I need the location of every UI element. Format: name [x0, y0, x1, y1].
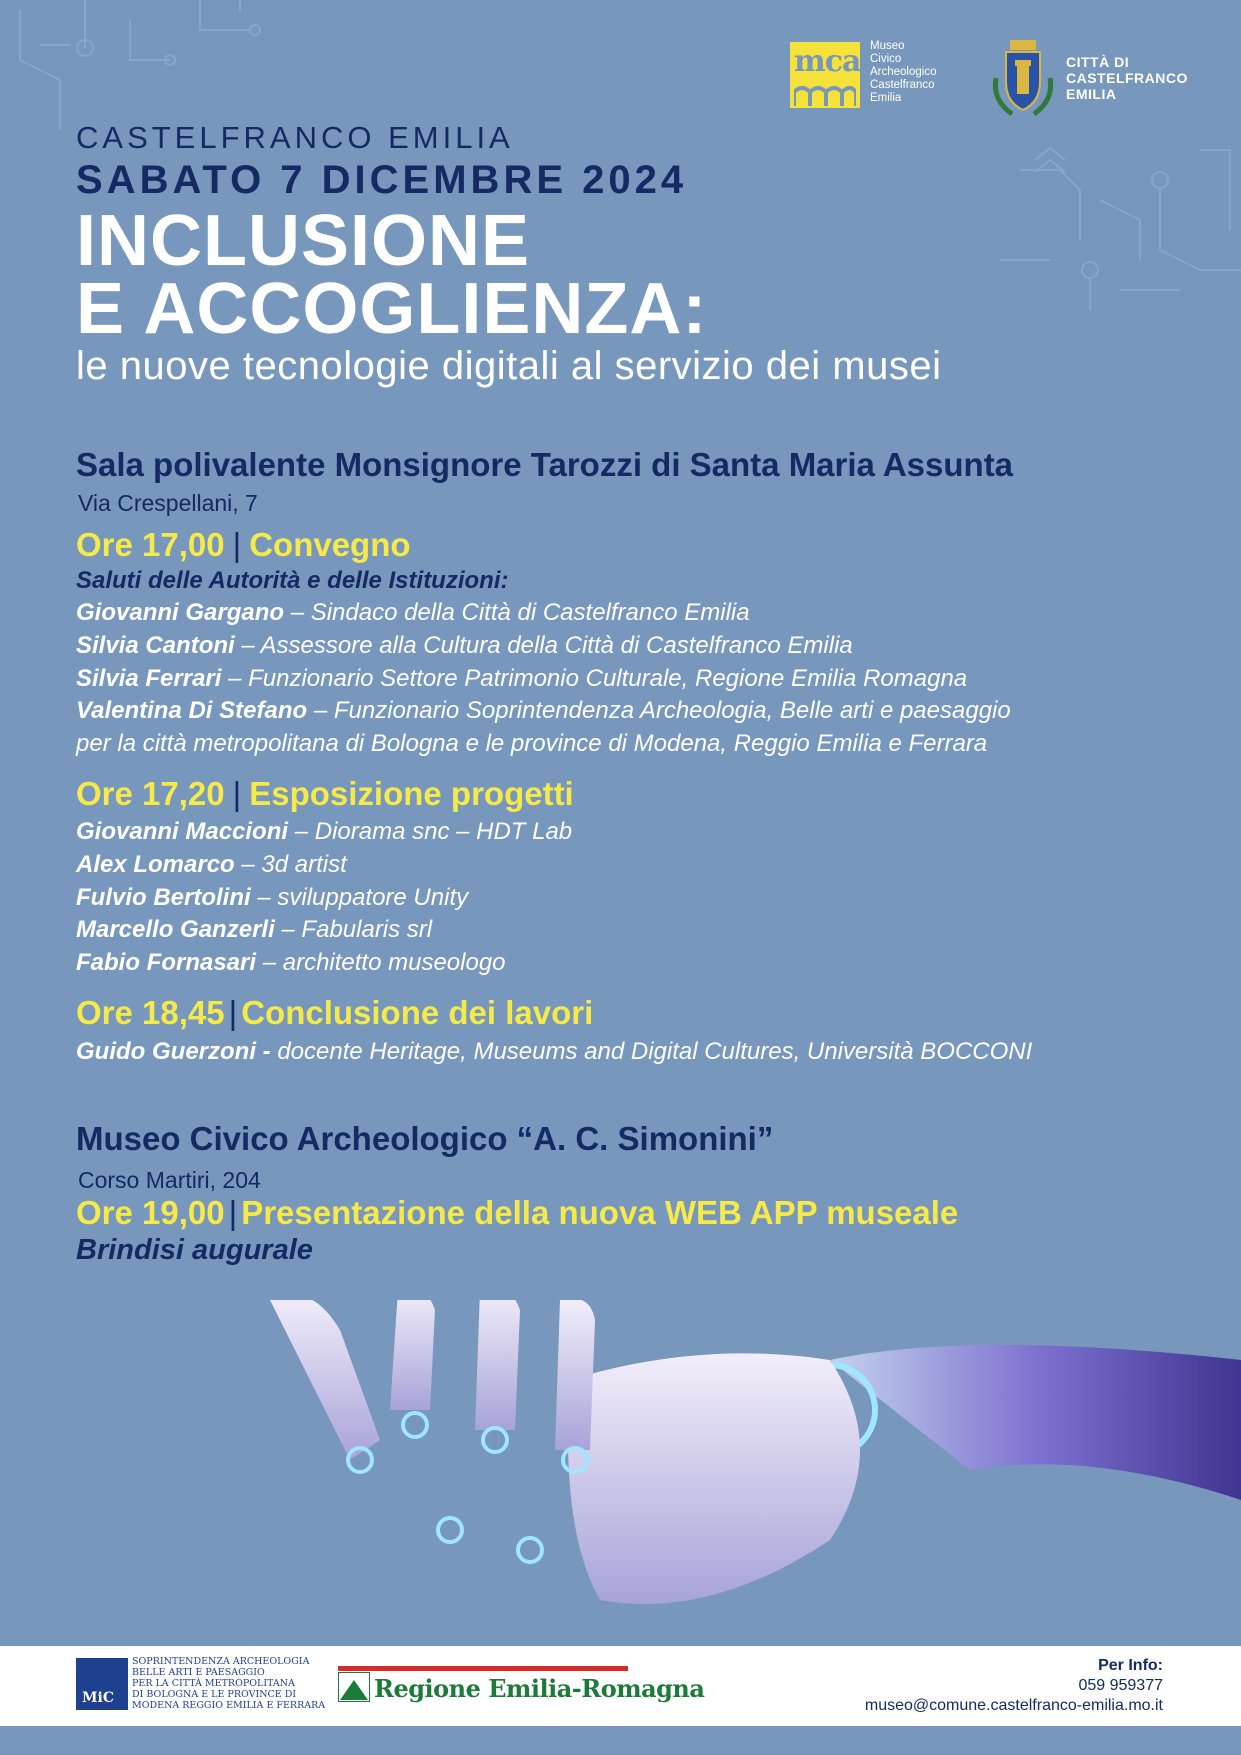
speaker-line: Giovanni Maccioni – Diorama snc – HDT Lab	[76, 818, 573, 845]
schedule-slot: Ore 18,45 | Conclusione dei lavori	[76, 994, 594, 1031]
speaker-line: Fulvio Bertolini – sviluppatore Unity	[76, 884, 469, 911]
slot-label: Conclusione dei lavori	[241, 994, 594, 1031]
region-bar	[338, 1666, 628, 1671]
header-logos	[790, 38, 1210, 128]
slot-time: Ore 17,00	[76, 526, 225, 563]
arches-icon	[794, 86, 856, 106]
slot-time: Ore 19,00	[76, 1194, 225, 1231]
contact-email[interactable]: museo@comune.castelfranco-emilia.mo.it	[864, 1697, 1163, 1714]
event-subtitle: le nuove tecnologie digitali al servizio dei musei	[76, 344, 942, 388]
slot-time: Ore 17,20	[76, 775, 225, 812]
slot-label: Convegno	[249, 526, 411, 563]
footer-strip	[0, 1726, 1241, 1755]
venue-address: Corso Martiri, 204	[78, 1167, 261, 1193]
speaker-line: Marcello Ganzerli – Fabularis srl	[76, 916, 433, 943]
footer	[0, 1646, 1241, 1726]
soprintendenza-label: SOPRINTENDENZA ARCHEOLOGIA BELLE ARTI E PAESAGGIO PER LA CITTÀ METROPOLITANA DI BOLOGNA E LE PROVINCE DI MODENA REGGIO EMILIA E FERRARA	[132, 1656, 326, 1711]
schedule-slot: Ore 19,00 | Presentazione della nuova WEB APP museale	[76, 1194, 959, 1231]
speaker-line-continuation: per la città metropolitana di Bologna e le province di Modena, Reggio Emilia e Ferrara	[76, 730, 988, 757]
contact-info: Per Info: 059 959377 museo@comune.castelfranco-emilia.mo.it	[864, 1657, 1163, 1714]
mic-logo: MiC	[76, 1658, 128, 1710]
venue-name: Sala polivalente Monsignore Tarozzi di Santa Maria Assunta	[76, 446, 1014, 483]
museum-logo	[790, 42, 860, 108]
museum-caption: Museo Civico Archeologico Castelfranco Emilia	[870, 40, 937, 104]
city-crest-icon	[988, 38, 1058, 120]
schedule-slot: Ore 17,20 | Esposizione progetti	[76, 775, 574, 812]
museum-logo-text: mca	[794, 44, 861, 79]
speaker-line: Valentina Di Stefano – Funzionario Soprintendenza Archeologia, Belle arti e paesaggio	[76, 697, 1011, 724]
slot-label: Presentazione della nuova WEB APP museale	[241, 1194, 959, 1231]
speaker-line: Silvia Ferrari – Funzionario Settore Patrimonio Culturale, Regione Emilia Romagna	[76, 665, 968, 692]
slot-intro: Saluti delle Autorità e delle Istituzioni:	[76, 567, 509, 594]
event-date: SABATO 7 DICEMBRE 2024	[76, 158, 688, 202]
speaker-line: Giovanni Gargano – Sindaco della Città di Castelfranco Emilia	[76, 599, 750, 626]
city-name: CITTÀ DI CASTELFRANCO EMILIA	[1066, 54, 1188, 102]
venue-address: Via Crespellani, 7	[78, 490, 258, 516]
slot-time: Ore 18,45	[76, 994, 225, 1031]
slot-label: Esposizione progetti	[249, 775, 574, 812]
event-city: CASTELFRANCO EMILIA	[76, 120, 514, 155]
venue-name: Museo Civico Archeologico “A. C. Simonini”	[76, 1120, 774, 1157]
speaker-line: Silvia Cantoni – Assessore alla Cultura della Città di Castelfranco Emilia	[76, 632, 853, 659]
schedule-slot: Ore 17,00 | Convegno	[76, 526, 411, 563]
region-flag-icon	[338, 1672, 370, 1702]
slot-note: Brindisi augurale	[76, 1234, 313, 1266]
speaker-line: Guido Guerzoni - docente Heritage, Museums and Digital Cultures, Università BOCCONI	[76, 1038, 1033, 1065]
contact-phone[interactable]: 059 959377	[1078, 1677, 1163, 1694]
speaker-line: Alex Lomarco – 3d artist	[76, 851, 347, 878]
event-title: INCLUSIONE E ACCOGLIENZA:	[76, 201, 708, 349]
region-name: Regione Emilia-Romagna	[374, 1674, 705, 1703]
robot-hand-illustration	[270, 1300, 1241, 1640]
speaker-line: Fabio Fornasari – architetto museologo	[76, 949, 506, 976]
